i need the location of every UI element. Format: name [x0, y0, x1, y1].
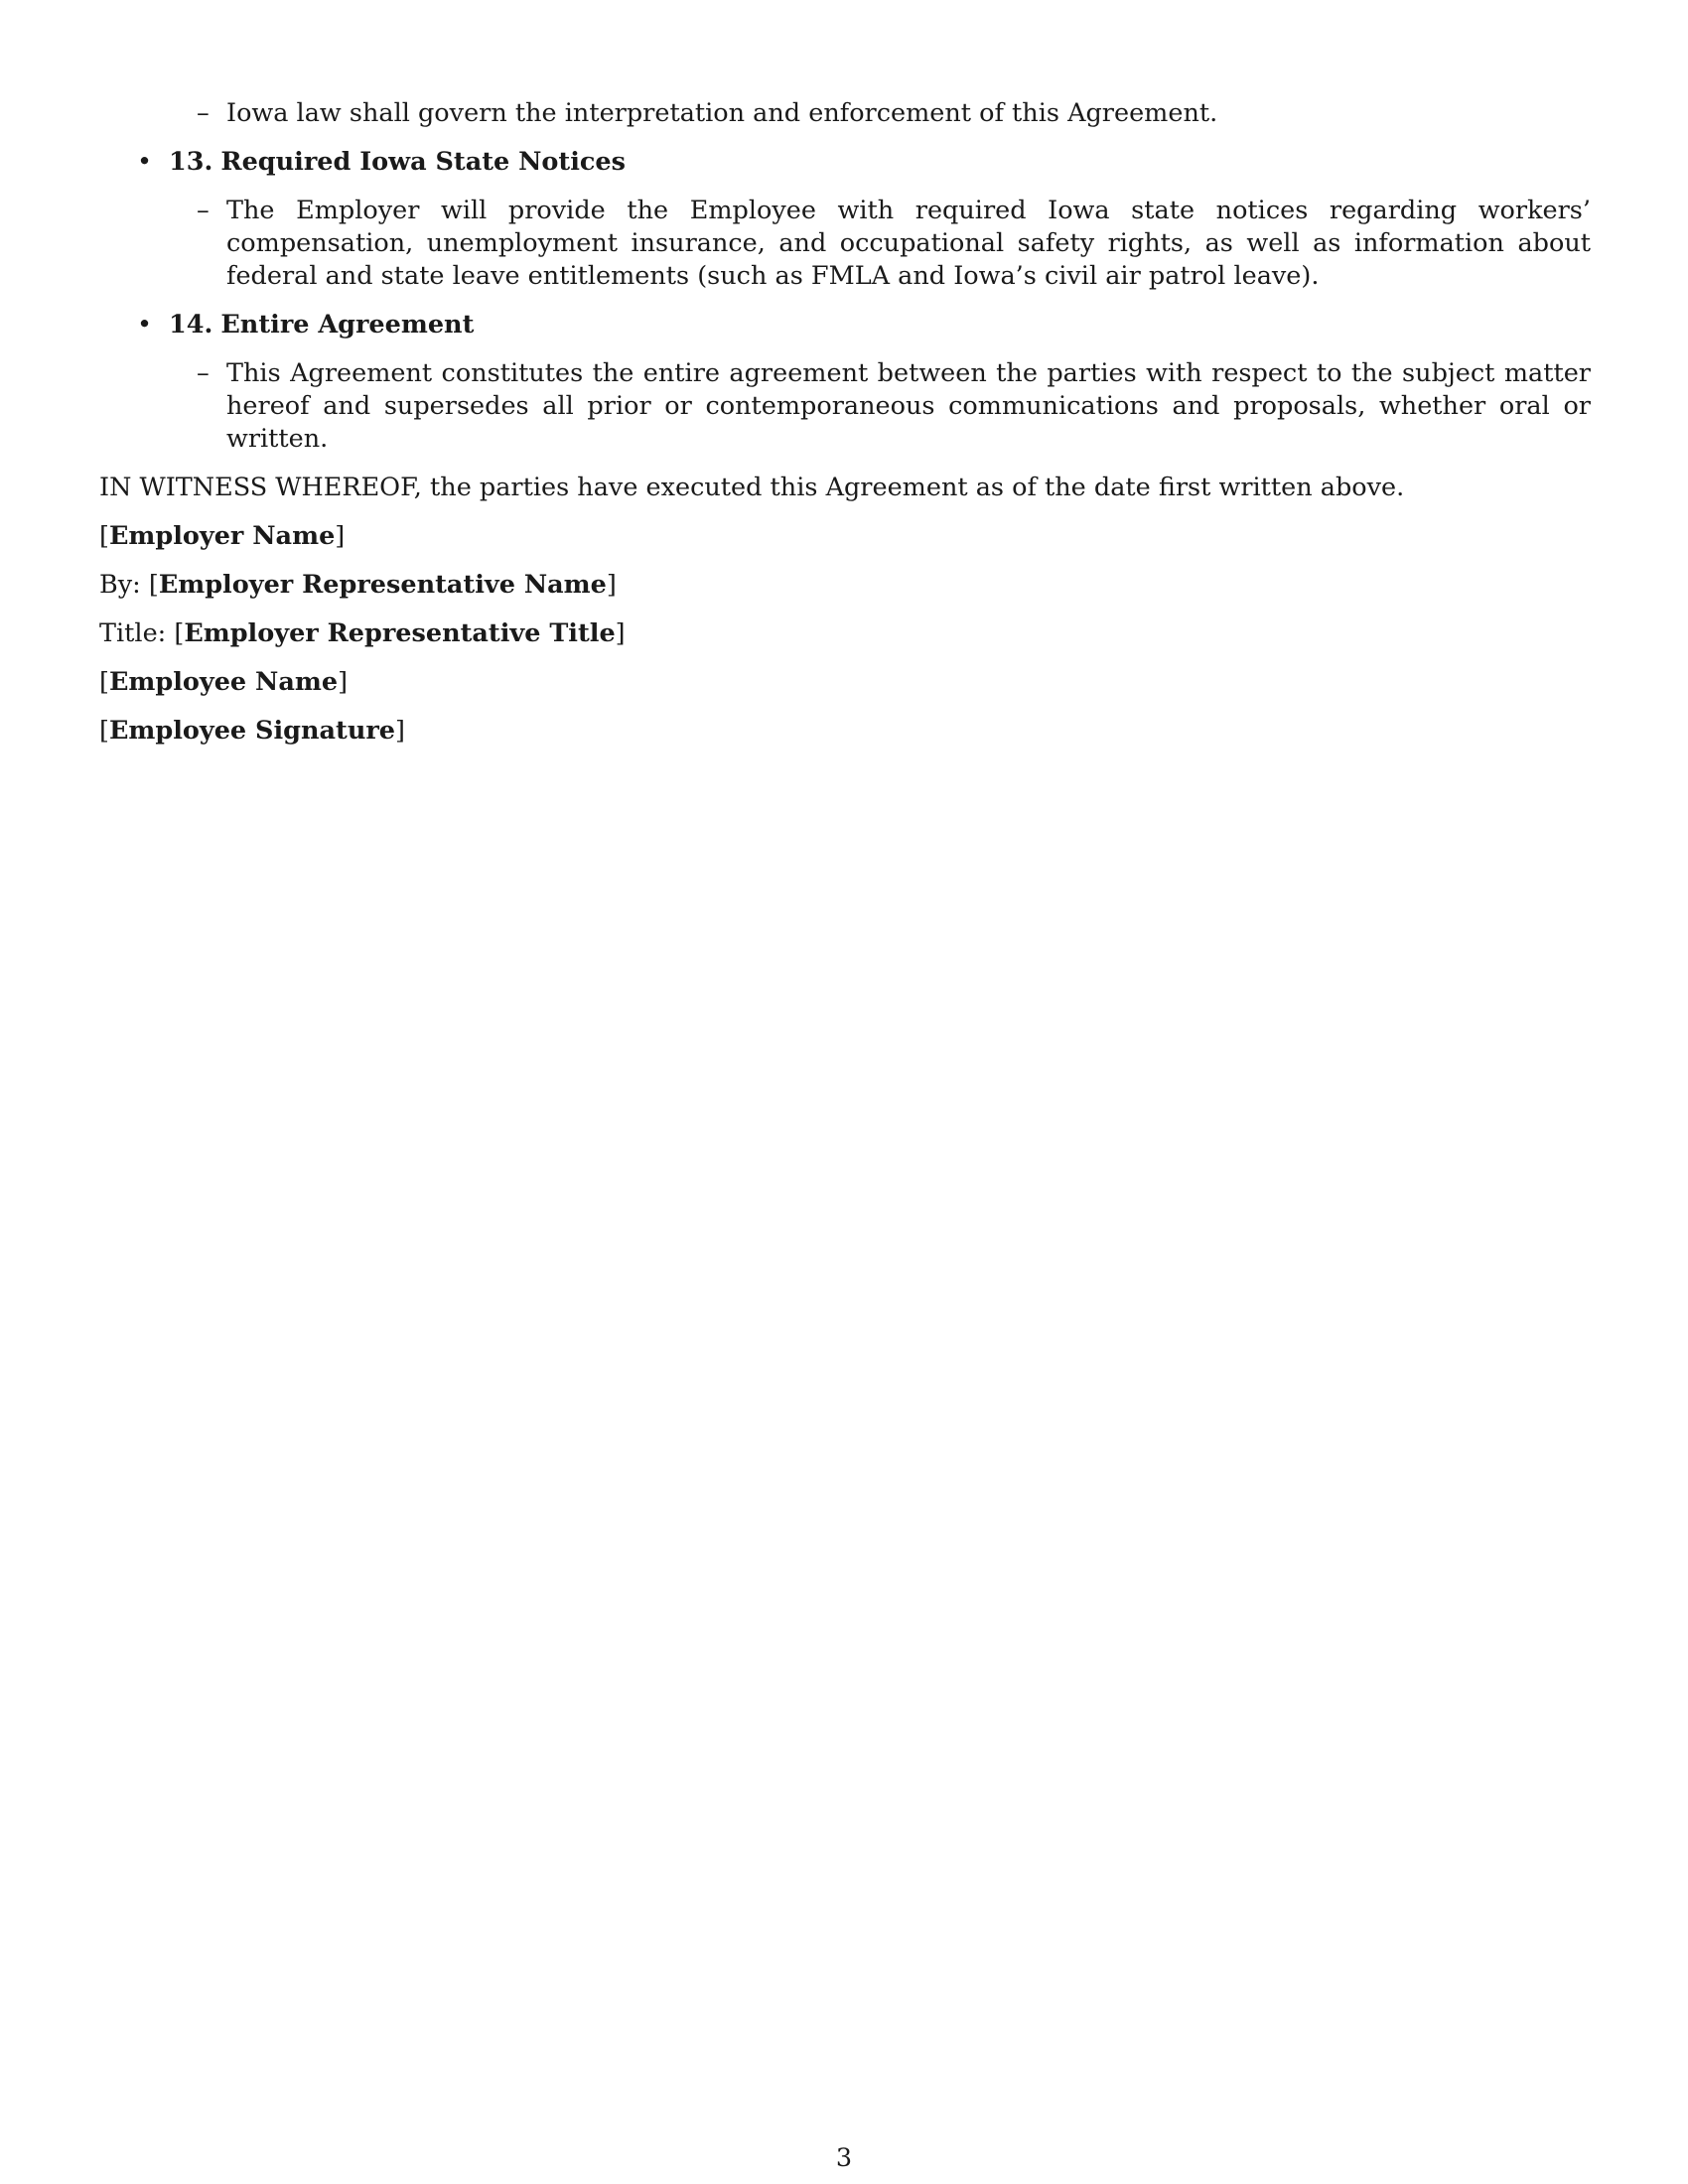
section-13-heading	[137, 146, 1591, 179]
section-13-number: 13.	[169, 147, 213, 177]
section-13-text: The Employer will provide the Employee with required Iowa state notices regarding workers’ compensation, unemployment insurance, and occupational safety rights, as well as information about federal and state leave entitlements (such as FMLA and Iowa’s civil air patrol leave).	[226, 196, 1591, 291]
governing-law-clause	[197, 97, 1591, 130]
witness-statement: IN WITNESS WHEREOF, the parties have executed this Agreement as of the date first written above.	[99, 473, 1405, 502]
employee-signature-line	[99, 715, 1591, 748]
close-bracket: ]	[395, 716, 405, 746]
governing-law-text: Iowa law shall govern the interpretation and enforcement of this Agreement.	[226, 98, 1218, 128]
title-label: Title:	[99, 618, 167, 648]
bullet-marker: •	[137, 310, 153, 340]
employee-name: Employee Name	[108, 667, 339, 697]
section-14-title: Entire Agreement	[220, 310, 475, 340]
employer-representative-title: Employer Representative Title	[184, 618, 616, 648]
page-number: 3	[835, 2143, 853, 2173]
by-line	[99, 569, 1591, 602]
close-bracket: ]	[606, 570, 617, 600]
open-bracket: [	[99, 716, 109, 746]
open-bracket: [	[148, 570, 159, 600]
employee-signature: Employee Signature	[108, 716, 396, 746]
dash-marker: –	[197, 98, 210, 128]
section-14-number: 14.	[169, 310, 213, 340]
document-page	[99, 97, 1591, 748]
title-line	[99, 617, 1591, 650]
section-14-heading	[137, 309, 1591, 341]
open-bracket: [	[99, 667, 109, 697]
section-14-clause	[197, 357, 1591, 456]
employee-name-line	[99, 666, 1591, 699]
employer-name: Employer Name	[108, 521, 336, 551]
close-bracket: ]	[615, 618, 626, 648]
employer-representative-name: Employer Representative Name	[158, 570, 607, 600]
open-bracket: [	[174, 618, 185, 648]
section-14-text: This Agreement constitutes the entire agreement between the parties with respect to the subject matter hereof and supersedes all prior or contemporaneous communications and proposals, whether oral or written.	[226, 358, 1591, 454]
close-bracket: ]	[335, 521, 346, 551]
bullet-marker: •	[137, 147, 153, 177]
by-label: By:	[99, 570, 141, 600]
section-13-clause	[197, 195, 1591, 293]
dash-marker: –	[197, 196, 210, 225]
dash-marker: –	[197, 358, 210, 388]
open-bracket: [	[99, 521, 109, 551]
employer-name-line	[99, 520, 1591, 553]
section-13-title: Required Iowa State Notices	[220, 147, 626, 177]
close-bracket: ]	[338, 667, 349, 697]
